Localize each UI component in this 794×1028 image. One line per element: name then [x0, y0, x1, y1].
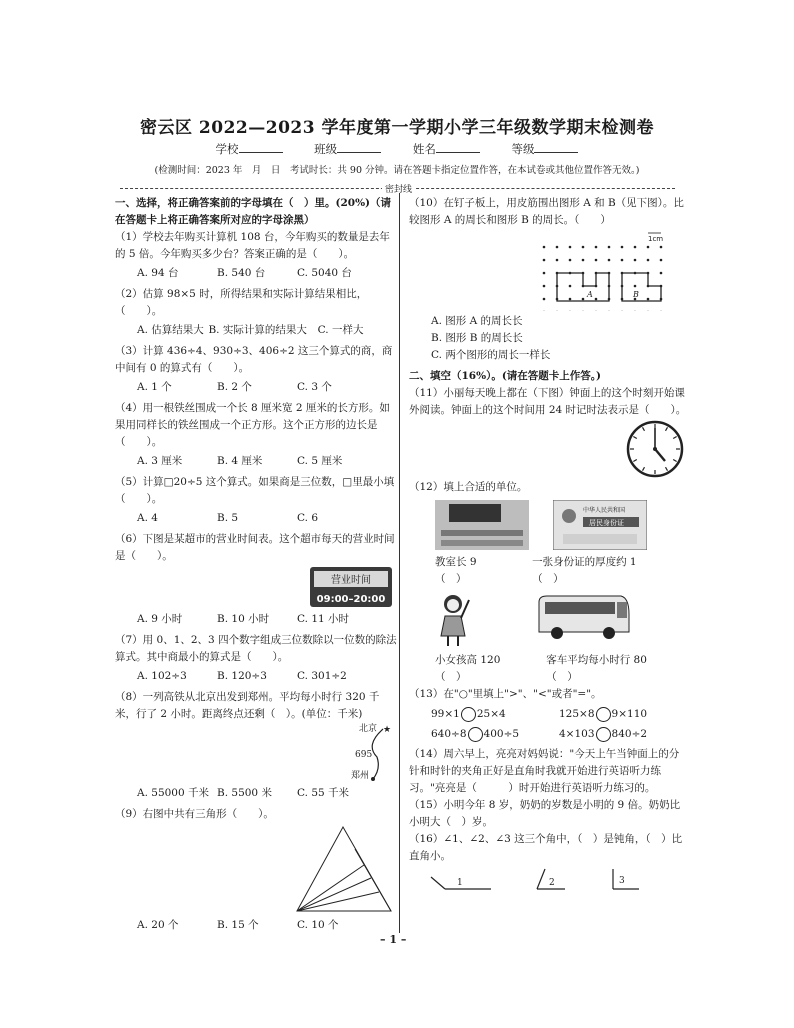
- q13-item-3: 640÷8 400÷5: [431, 728, 520, 740]
- q2-option-b: B. 实际计算的结果大: [208, 324, 307, 336]
- q12-caption-girl: 小女孩高 120（ ）: [435, 654, 501, 683]
- girl-picture: [435, 592, 471, 648]
- q8-options: [115, 785, 397, 802]
- question-9: （9）右图中共有三角形（ ）。: [115, 808, 274, 820]
- q5-option-a: A. 4: [137, 512, 158, 524]
- question-8: （8）一列高铁从北京出发到郑州。平均每小时行 320 千米，行了 2 小时。距离终点还剩（ ）。(单位：千米): [115, 691, 380, 720]
- q2-options: [115, 322, 397, 339]
- q3-option-b: B. 2 个: [217, 381, 252, 393]
- question-12: （12）填上合适的单位。: [409, 481, 528, 493]
- map-star-icon: ★: [383, 725, 392, 735]
- q2-option-a: A. 估算结果大: [137, 324, 204, 336]
- question-15: （15）小明今年 8 岁，奶奶的岁数是小明的 9 倍。奶奶比小明大（ ）岁。: [409, 799, 681, 828]
- question-11: （11）小丽每天晚上都在（下图）钟面上的这个时刻开始课外阅读。钟面上的这个时间用 24 时记时法表示是（ ）。: [409, 387, 687, 416]
- shape-b-label: B: [633, 290, 639, 299]
- q4-option-a: A. 3 厘米: [137, 455, 183, 467]
- classroom-picture: [435, 500, 529, 550]
- shape-a-label: A: [587, 290, 593, 299]
- angle-3-label: 3: [619, 876, 625, 886]
- map-distance-label: 695: [355, 750, 373, 760]
- q5-option-b: B. 5: [217, 512, 239, 524]
- q9-option-c: C. 10 个: [297, 919, 339, 931]
- class-field: 班级: [314, 141, 381, 157]
- q3-option-c: C. 3 个: [297, 381, 332, 393]
- angles-figure: [409, 865, 687, 895]
- q13-row-2: [409, 726, 687, 743]
- q1-option-c: C. 5040 台: [297, 267, 352, 279]
- q13-item-2: 125×8 9×110: [559, 708, 648, 720]
- q12-images-row-2: [409, 592, 687, 648]
- q12-caption-bus: 客车平均每小时行 80（ ）: [546, 654, 647, 683]
- q5-option-c: C. 6: [297, 512, 319, 524]
- q12-caption-idcard: 一张身份证的厚度约 1（ ）: [532, 556, 637, 585]
- railway-map: [115, 723, 397, 783]
- question-10: （10）在钉子板上，用皮筋围出图形 A 和 B（见下图）。比较图形 A 的周长和图形 B 的周长。（ ）: [409, 197, 684, 226]
- question-2: （2）估算 98×5 时，所得结果和实际计算结果相比，（ ）。: [115, 288, 368, 317]
- q8-option-b: B. 5500 米: [217, 787, 272, 799]
- q8-option-c: C. 55 千米: [297, 787, 350, 799]
- q9-option-a: A. 20 个: [137, 919, 179, 931]
- q7-option-c: C. 301÷2: [297, 670, 347, 682]
- map-start-label: 北京: [359, 724, 378, 734]
- q12-captions-row-1: [409, 554, 687, 588]
- pegboard-figure: [409, 229, 687, 311]
- q9-options: [115, 917, 397, 934]
- q12-images-row-1: [409, 500, 687, 550]
- question-5: （5）计算□20÷5 这个算式。如果商是三位数，□里最小填（ ）。: [115, 476, 395, 505]
- q13-item-4: 4×103 840÷2: [559, 728, 648, 740]
- q3-options: [115, 379, 397, 396]
- q10-option-b: B. 图形 B 的周长长: [431, 332, 523, 344]
- question-16: （16）∠1、∠2、∠3 这三个角中，（ ）是钝角，（ ）比直角小。: [409, 833, 683, 862]
- question-14: （14）周六早上，亮亮对妈妈说："今天上午当钟面上的分针和时针的夹角正好是直角时我就开始进行英语听力练习。"亮亮是（ ）时开始进行英语听力练习的。: [409, 748, 680, 794]
- q4-options: [115, 453, 397, 470]
- column-divider: [399, 193, 400, 933]
- map-end-label: 郑州: [351, 771, 370, 781]
- school-field: 学校: [216, 141, 283, 157]
- grade-field: 等级: [511, 141, 578, 157]
- q1-option-b: B. 540 台: [217, 267, 266, 279]
- left-column: [115, 195, 397, 938]
- bus-picture: [535, 592, 631, 642]
- q10-options: [409, 313, 687, 364]
- q2-option-c: C. 一样大: [317, 324, 364, 336]
- question-4: （4）用一根铁丝围成一个长 8 厘米宽 2 厘米的长方形。如果用同样长的铁丝围成一个正方形。这个正方形的边长是（ ）。: [115, 402, 390, 448]
- section-1-heading: 一、选择，将正确答案前的字母填在（ ）里。(20%)（请在答题卡上将正确答案所对应的字母涂黑）: [115, 197, 392, 226]
- exam-title: 密云区 2022—2023 学年度第一学期小学三年级数学期末检测卷: [140, 118, 654, 138]
- id-card-text-2: 居民身份证: [589, 519, 624, 527]
- section-2-heading: 二、填空（16%）。(请在答题卡上作答。): [409, 370, 602, 382]
- triangle-figure: [115, 823, 397, 915]
- q4-option-c: C. 5 厘米: [297, 455, 343, 467]
- clock-figure: [409, 419, 687, 479]
- student-info-row: [0, 141, 794, 157]
- q1-option-a: A. 94 台: [137, 267, 179, 279]
- q10-option-a: A. 图形 A 的周长长: [431, 315, 523, 327]
- id-card-text-1: 中华人民共和国: [583, 507, 626, 514]
- q10-option-c: C. 两个图形的周长一样长: [431, 349, 551, 361]
- sign-title: 营业时间: [331, 575, 371, 586]
- question-3: （3）计算 436÷4、930÷3、406÷2 这三个算式的商，商中间有 0 的算式有（ ）。: [115, 345, 393, 374]
- business-hours-sign: [115, 565, 397, 609]
- angle-1-label: 1: [457, 878, 463, 888]
- q7-options: [115, 668, 397, 685]
- name-field: 姓名: [413, 141, 480, 157]
- q9-option-b: B. 15 个: [217, 919, 259, 931]
- q6-option-c: C. 11 小时: [297, 613, 350, 625]
- page-number: – 1 –: [380, 933, 407, 946]
- seal-line: [120, 182, 675, 196]
- sign-time: 09:00–20:00: [316, 594, 386, 605]
- q6-options: [115, 611, 397, 628]
- exam-note: (检测时间：2023 年 月 日 考试时长：共 90 分钟。请在答题卡指定位置作答，在本试卷或其他位置作答无效。): [154, 165, 640, 176]
- question-1: （1）学校去年购买计算机 108 台，今年购买的数量是去年的 5 倍。今年购买多少台？答案正确的是（ ）。: [115, 231, 390, 260]
- q7-option-b: B. 120÷3: [217, 670, 267, 682]
- q13-item-1: 99×1 25×4: [431, 708, 506, 720]
- q1-options: [115, 265, 397, 282]
- q7-option-a: A. 102÷3: [137, 670, 187, 682]
- angle-2-label: 2: [549, 878, 555, 888]
- question-7: （7）用 0、1、2、3 四个数字组成三位数除以一位数的除法算式。其中商最小的算式是（ ）。: [115, 634, 397, 663]
- q8-option-a: A. 55000 千米: [137, 787, 209, 799]
- id-card-picture: [553, 500, 647, 550]
- q12-caption-classroom: 教室长 9（ ）: [435, 556, 477, 585]
- right-column: [409, 195, 687, 895]
- q4-option-b: B. 4 厘米: [217, 455, 263, 467]
- q3-option-a: A. 1 个: [137, 381, 172, 393]
- q6-option-b: B. 10 小时: [217, 613, 270, 625]
- question-6: （6）下图是某超市的营业时间表。这个超市每天的营业时间是（ ）。: [115, 533, 395, 562]
- q12-captions-row-2: [409, 652, 687, 686]
- q5-options: [115, 510, 397, 527]
- unit-label: 1cm: [648, 235, 664, 243]
- q6-option-a: A. 9 小时: [137, 613, 183, 625]
- question-13: （13）在"○"里填上">"、"<"或者"="。: [409, 688, 602, 700]
- q13-row-1: [409, 706, 687, 723]
- seal-label: 密封线: [382, 182, 415, 195]
